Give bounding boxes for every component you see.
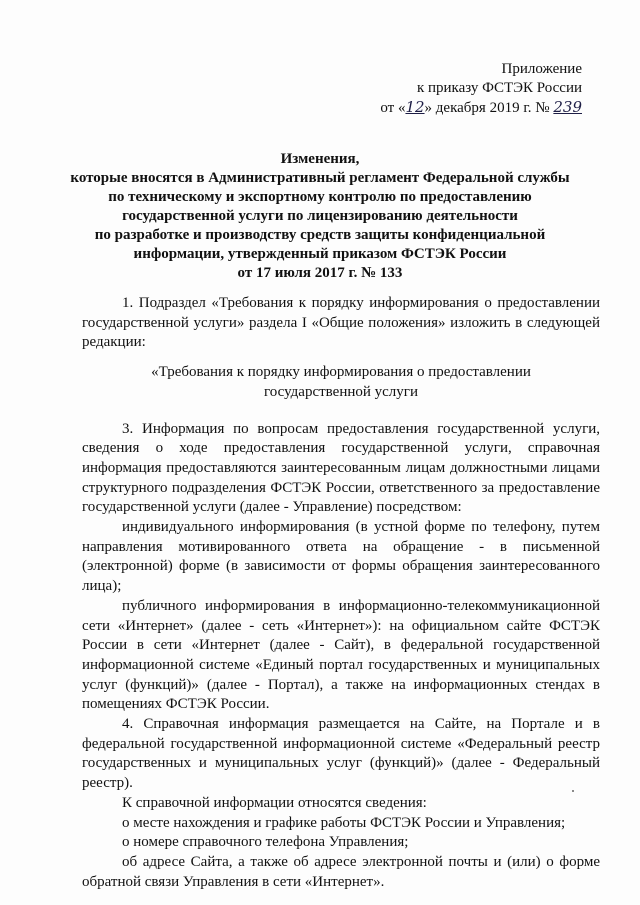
paragraph-4: 4. Справочная информация размещается на Сайте, на Портале и в федеральной государственной информационной системе «Федеральный реестр государственных и муниципальных услуг (функций)» (далее - Федеральный реестр).	[82, 716, 600, 792]
title-line: которые вносятся в Административный регламент Федеральной службы	[70, 170, 570, 186]
paragraph-4-site: об адресе Сайта, а также об адресе электронной почты и (или) о форме обратной связи Управления в сети «Интернет».	[82, 853, 600, 890]
annex-order-ref: к приказу ФСТЭК России	[416, 80, 582, 96]
annex-date-prefix: от «	[380, 100, 406, 116]
section-subheading	[82, 363, 600, 402]
document-body	[82, 294, 600, 892]
paragraph-4-location: о месте нахождения и графике работы ФСТЭК России и Управления;	[122, 814, 566, 831]
title-line: от 17 июля 2017 г. № 133	[237, 265, 403, 281]
paragraph-4-intro: К справочной информации относятся сведения:	[122, 794, 427, 811]
annex-label: Приложение	[501, 61, 582, 77]
annex-block	[322, 60, 582, 118]
title-line: Изменения,	[280, 151, 360, 167]
title-line: информации, утвержденный приказом ФСТЭК России	[133, 246, 507, 262]
paragraph-4-phone: о номере справочного телефона Управления;	[122, 834, 409, 851]
handwritten-number: 239	[553, 98, 582, 116]
title-line: по разработке и производству средств защиты конфиденциальной	[94, 227, 546, 243]
subheading-line: «Требования к порядку информирования о предоставлении	[151, 364, 531, 381]
annex-date-middle: » декабря 2019 г. №	[424, 100, 550, 116]
document-title	[60, 150, 580, 283]
subheading-line: государственной услуги	[264, 383, 418, 400]
paragraph-3: 3. Информация по вопросам предоставления государственной услуги, сведения о ходе предоставления государственной услуги, справочная информация предоставляются заинтересованным лицам должностными лицами структурного подразделения ФСТЭК России, ответственного за предоставление государственной услуги (далее - Управление) посредством:	[82, 420, 600, 516]
paragraph-1: 1. Подраздел «Требования к порядку информирования о предоставлении государственной услуги» раздела I «Общие положения» изложить в следующей редакции:	[82, 295, 600, 351]
title-line: по техническому и экспортному контролю по предоставлению	[108, 189, 532, 205]
paragraph-3-individual: индивидуального информирования (в устной форме по телефону, путем направления мотивированного ответа на обращение - в письменной (электронной) форме (в зависимости от формы обращения заинтересованного лица);	[82, 519, 600, 595]
paragraph-3-public: публичного информирования в информационно-телекоммуникационной сети «Интернет» (далее - сеть «Интернет»): на официальном сайте ФСТЭК России в сети «Интернет (далее - Сайт), в федеральной государственной информационной системе «Единый портал государственных и муниципальных услуг (функций)» (далее - Портал), а также на информационных стендах в помещениях ФСТЭК России.	[82, 597, 600, 713]
handwritten-day: 12	[405, 98, 425, 116]
title-line: государственной услуги по лицензированию деятельности	[122, 208, 518, 224]
scan-speck	[572, 790, 574, 792]
annex-date-line	[322, 98, 582, 118]
